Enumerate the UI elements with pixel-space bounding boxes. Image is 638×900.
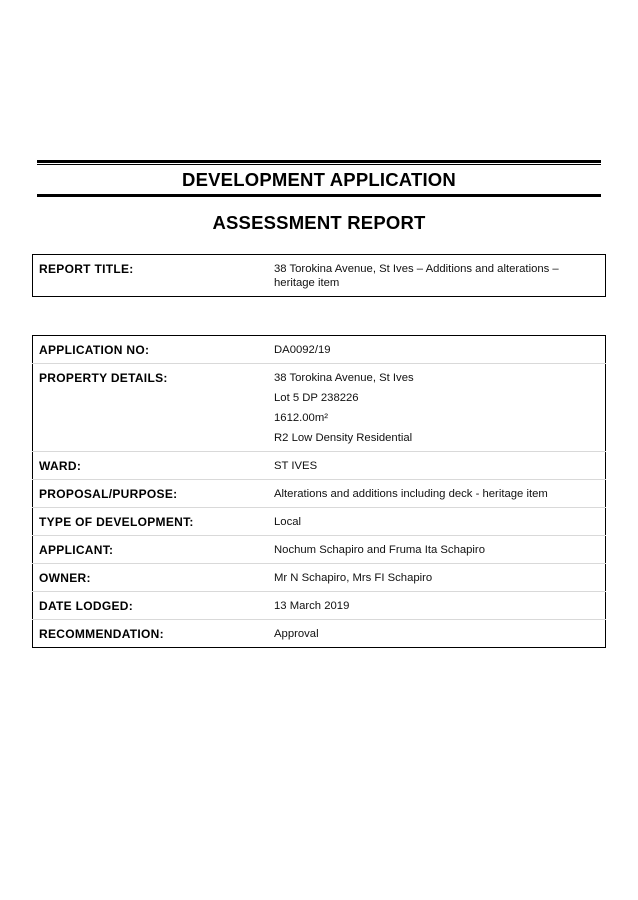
- date-lodged-value: 13 March 2019: [263, 592, 606, 620]
- recommendation-value: Approval: [263, 620, 606, 648]
- document-title: DEVELOPMENT APPLICATION: [182, 169, 456, 190]
- table-row: [33, 364, 606, 452]
- table-row: [33, 620, 606, 648]
- proposal-label: PROPOSAL/PURPOSE:: [33, 480, 264, 508]
- table-row: [33, 564, 606, 592]
- application-details-table: [32, 335, 606, 648]
- owner-value: Mr N Schapiro, Mrs FI Schapiro: [263, 564, 606, 592]
- property-details-label: PROPERTY DETAILS:: [33, 364, 264, 452]
- property-details-value: [263, 364, 606, 452]
- property-area: 1612.00m²: [274, 412, 329, 424]
- recommendation-label: RECOMMENDATION:: [33, 620, 264, 648]
- table-row: [33, 336, 606, 364]
- application-no-value: DA0092/19: [274, 344, 331, 356]
- table-row: [33, 592, 606, 620]
- report-title-value: [263, 255, 606, 297]
- report-title-value-line-1: 38 Torokina Avenue, St Ives – Additions and alterations –: [274, 263, 559, 275]
- application-no-label: APPLICATION NO:: [39, 343, 150, 357]
- date-lodged-label: DATE LODGED:: [33, 592, 264, 620]
- property-lot: Lot 5 DP 238226: [274, 392, 359, 404]
- table-row: [33, 255, 606, 297]
- title-block: [37, 160, 601, 197]
- development-type-value: Local: [263, 508, 606, 536]
- ward-value: ST IVES: [263, 452, 606, 480]
- report-title-value-line-2: heritage item: [274, 277, 340, 289]
- report-title-table: [32, 254, 606, 297]
- table-row: [33, 452, 606, 480]
- ward-label: WARD:: [33, 452, 264, 480]
- applicant-label: APPLICANT:: [33, 536, 264, 564]
- development-type-label: TYPE OF DEVELOPMENT:: [33, 508, 264, 536]
- property-zoning: R2 Low Density Residential: [274, 432, 413, 444]
- title-top-rule: [37, 160, 601, 163]
- report-title-label: REPORT TITLE:: [39, 262, 134, 276]
- document-subtitle: ASSESSMENT REPORT: [212, 212, 426, 233]
- property-address: 38 Torokina Avenue, St Ives: [274, 372, 414, 384]
- owner-label: OWNER:: [33, 564, 264, 592]
- applicant-value: Nochum Schapiro and Fruma Ita Schapiro: [263, 536, 606, 564]
- table-row: [33, 480, 606, 508]
- title-bottom-rule: [37, 194, 601, 197]
- proposal-value: Alterations and additions including deck - heritage item: [263, 480, 606, 508]
- table-row: [33, 536, 606, 564]
- table-row: [33, 508, 606, 536]
